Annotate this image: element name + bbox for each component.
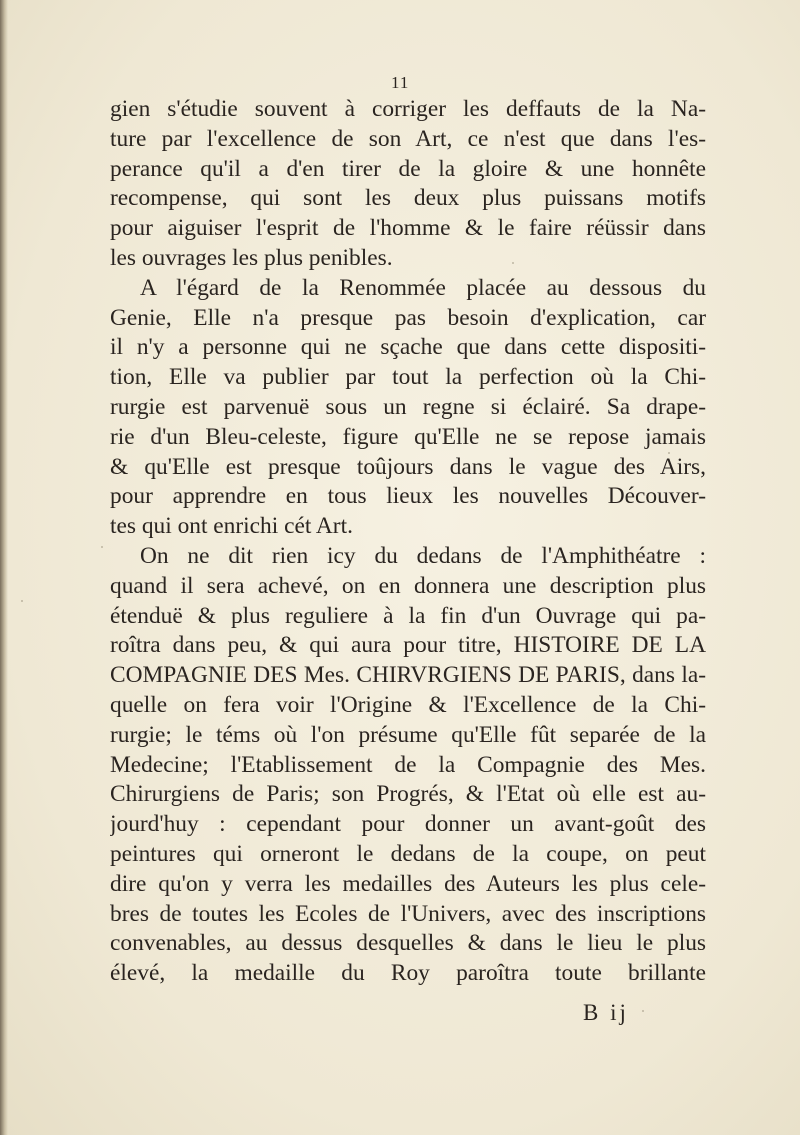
text-line: A l'égard de la Renommée placée au dessous du [140, 274, 706, 301]
page-number: 11 [391, 73, 410, 92]
page-binding-edge [0, 0, 8, 1135]
text-line: pour aiguiser l'esprit de l'homme & le faire réüssir dans [110, 215, 706, 242]
text-line: tes qui ont enrichi cét Art. [110, 513, 353, 540]
text-line: tion, Elle va publier par tout la perfection où la Chi- [110, 364, 706, 391]
text-line: élevé, la medaille du Roy paroîtra toute brillante [110, 960, 706, 987]
text-line: On ne dit rien icy du dedans de l'Amphithéatre : [140, 542, 706, 569]
signature-mark: B ij [583, 1000, 629, 1025]
text-line: il n'y a personne qui ne sçache que dans cette dispositi- [110, 334, 706, 361]
text-line: les ouvrages les plus penibles. [110, 244, 393, 271]
text-line: Medecine; l'Etablissement de la Compagnie des Mes. [110, 751, 706, 778]
text-line: & qu'Elle est presque toûjours dans le vague des Airs, [110, 453, 706, 480]
text-line: rie d'un Bleu-celeste, figure qu'Elle ne se repose jamais [110, 423, 706, 450]
text-line: bres de toutes les Ecoles de l'Univers, avec des inscriptions [110, 900, 706, 927]
text-line: étenduë & plus reguliere à la fin d'un Ouvrage qui pa- [110, 602, 706, 629]
text-line: Genie, Elle n'a presque pas besoin d'explication, car [110, 304, 706, 331]
text-line: peintures qui orneront le dedans de la coupe, on peut [110, 840, 706, 867]
text-line: quand il sera achevé, on en donnera une description plus [110, 572, 706, 599]
text-line: roîtra dans peu, & qui aura pour titre, HISTOIRE DE LA [110, 632, 706, 659]
text-line: perance qu'il a d'en tirer de la gloire & une honnête [110, 155, 706, 182]
text-line: ture par l'excellence de son Art, ce n'est que dans l'es- [110, 125, 706, 152]
text-line: gien s'étudie souvent à corriger les deffauts de la Na- [110, 96, 706, 122]
body-text [110, 95, 706, 989]
text-line: recompense, qui sont les deux plus puissans motifs [110, 185, 706, 212]
text-line: rurgie est parvenuë sous un regne si éclairé. Sa drape- [110, 393, 706, 420]
text-line: dire qu'on y verra les medailles des Auteurs les plus cele- [110, 870, 706, 897]
text-line: pour apprendre en tous lieux les nouvelles Découver- [110, 483, 706, 510]
text-line: Chirurgiens de Paris; son Progrés, & l'Etat où elle est au- [110, 781, 706, 808]
text-line: quelle on fera voir l'Origine & l'Excellence de la Chi- [110, 691, 706, 718]
text-line: COMPAGNIE DES Mes. CHIRVRGIENS DE PARIS, dans la- [110, 662, 706, 689]
text-line: rurgie; le téms où l'on présume qu'Elle fût separée de la [110, 721, 706, 748]
text-line: convenables, au dessus desquelles & dans le lieu le plus [110, 930, 706, 957]
text-line: jourd'huy : cependant pour donner un avant-goût des [110, 811, 706, 838]
